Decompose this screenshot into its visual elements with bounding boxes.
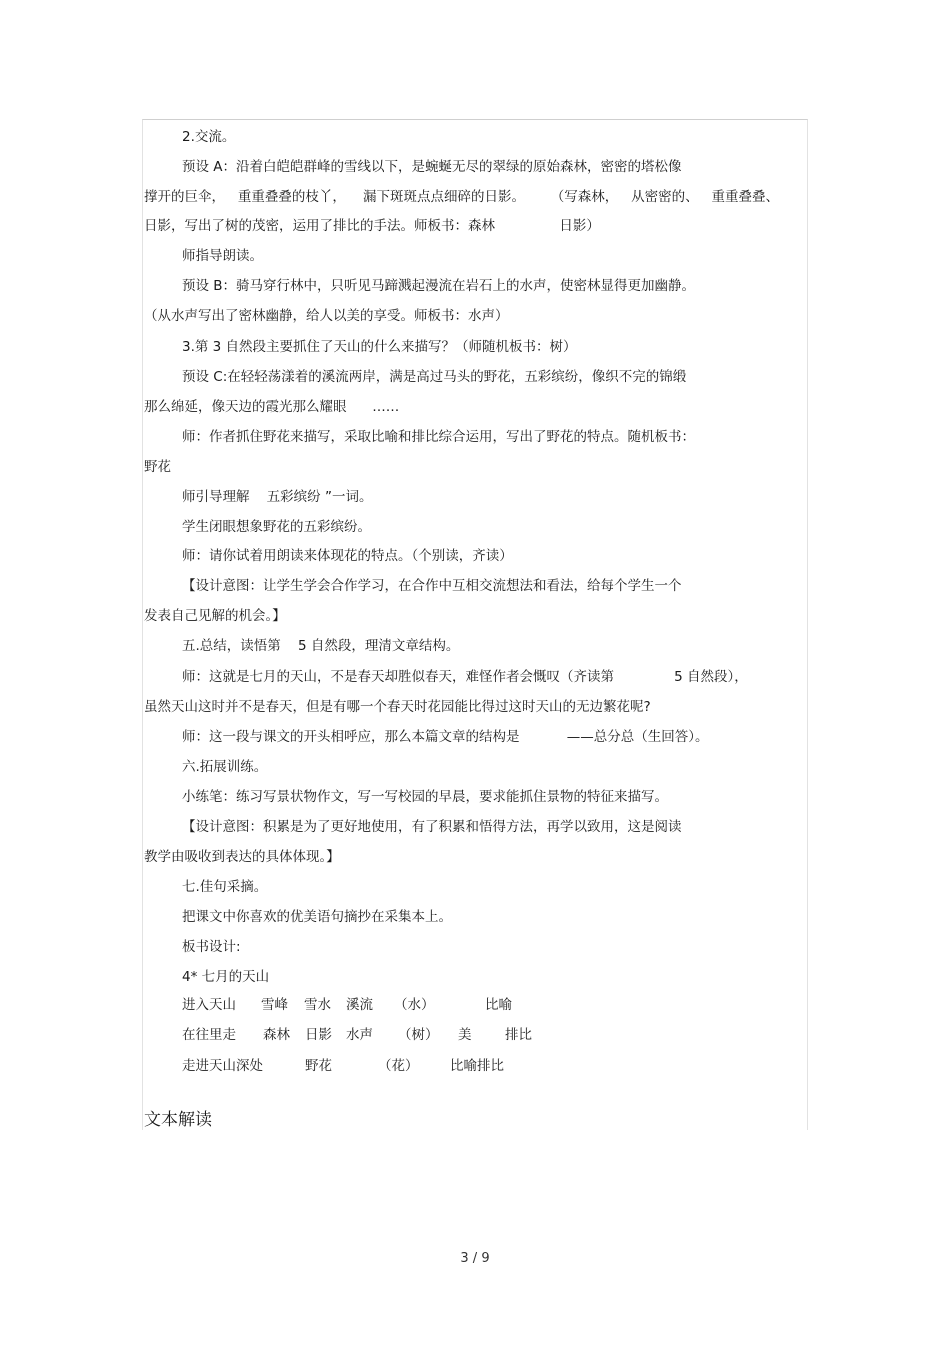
board-cell: 排比 <box>505 1027 532 1043</box>
text-line: 师：这一段与课文的开头相呼应，那么本篇文章的结构是 ——总分总（生回答）。 <box>182 729 709 745</box>
text-line: 七.佳句采摘。 <box>182 879 268 895</box>
board-cell: 在往里走 <box>182 1027 236 1043</box>
text-line: 师：请你试着用朗读来体现花的特点。（个别读，齐读） <box>182 548 513 564</box>
text-line: 板书设计: <box>182 939 241 955</box>
text-line: 发表自己见解的机会。】 <box>144 608 286 624</box>
board-cell: 森林 <box>263 1027 290 1043</box>
text-line: 预设 B：骑马穿行林中，只听见马蹄溅起漫流在岩石上的水声，使密林显得更加幽静。 <box>182 278 696 294</box>
board-title: 4* 七月的天山 <box>182 969 270 985</box>
text-line: 五.总结，读悟第 5 自然段，理清文章结构。 <box>182 638 460 654</box>
board-cell: 水声 <box>346 1027 373 1043</box>
board-cell: 走进天山深处 <box>182 1058 263 1074</box>
text-line: 学生闭眼想象野花的五彩缤纷。 <box>182 519 371 535</box>
board-cell: 比喻 <box>485 997 512 1013</box>
text-line: 六.拓展训练。 <box>182 759 268 775</box>
text-line: 教学由吸收到表达的具体体现。】 <box>144 849 340 865</box>
board-cell: 日影 <box>305 1027 332 1043</box>
text-line: 预设 A：沿着白皑皑群峰的雪线以下，是蜿蜒无尽的翠绿的原始森林，密密的塔松像 <box>182 159 682 175</box>
text-line: 预设 C:在轻轻荡漾着的溪流两岸，满是高过马头的野花，五彩缤纷，像织不完的锦缎 <box>182 369 687 385</box>
text-line: 把课文中你喜欢的优美语句摘抄在采集本上。 <box>182 909 452 925</box>
text-line: 师引导理解 五彩缤纷 ”一词。 <box>182 489 373 505</box>
board-cell: （花） <box>378 1058 419 1074</box>
text-line: 师指导朗读。 <box>182 248 263 264</box>
text-line: 【设计意图：让学生学会合作学习，在合作中互相交流想法和看法，给每个学生一个 <box>182 578 682 594</box>
board-cell: 溪流 <box>346 997 373 1013</box>
text-line: 师：作者抓住野花来描写，采取比喻和排比综合运用，写出了野花的特点。随机板书： <box>182 429 695 445</box>
text-line: 小练笔：练习写景状物作文，写一写校园的早晨，要求能抓住景物的特征来描写。 <box>182 789 668 805</box>
board-cell: 雪峰 <box>261 997 288 1013</box>
board-cell: 美 <box>458 1027 472 1043</box>
board-cell: （树） <box>398 1027 439 1043</box>
text-line: 那么绵延，像天边的霞光那么耀眼 …… <box>144 399 400 415</box>
text-line: 日影，写出了树的茂密，运用了排比的手法。师板书：森林 日影） <box>144 218 600 234</box>
text-line: 撑开的巨伞， 重重叠叠的枝丫， 漏下斑斑点点细碎的日影。 （写森林， 从密密的、 重重叠叠、 <box>144 189 780 205</box>
text-line: 【设计意图：积累是为了更好地使用，有了积累和悟得方法，再学以致用，这是阅读 <box>182 819 682 835</box>
text-line: 野花 <box>144 459 171 475</box>
text-line: （从水声写出了密林幽静，给人以美的享受。师板书：水声） <box>144 308 509 324</box>
board-cell: （水） <box>394 997 435 1013</box>
section-heading: 文本解读 <box>144 1110 212 1130</box>
board-cell: 雪水 <box>304 997 331 1013</box>
board-cell: 比喻排比 <box>450 1058 504 1074</box>
text-line: 虽然天山这时并不是春天，但是有哪一个春天时花园能比得过这时天山的无边繁花呢? <box>144 699 651 715</box>
text-line: 师：这就是七月的天山，不是春天却胜似春天，难怪作者会慨叹（齐读第 5 自然段）， <box>182 669 748 685</box>
page-number: 3 / 9 <box>460 1251 490 1266</box>
text-line: 3.第 3 自然段主要抓住了天山的什么来描写？（师随机板书：树） <box>182 339 577 355</box>
text-line: 2.交流。 <box>182 129 236 145</box>
board-cell: 野花 <box>305 1058 332 1074</box>
board-cell: 进入天山 <box>182 997 236 1013</box>
